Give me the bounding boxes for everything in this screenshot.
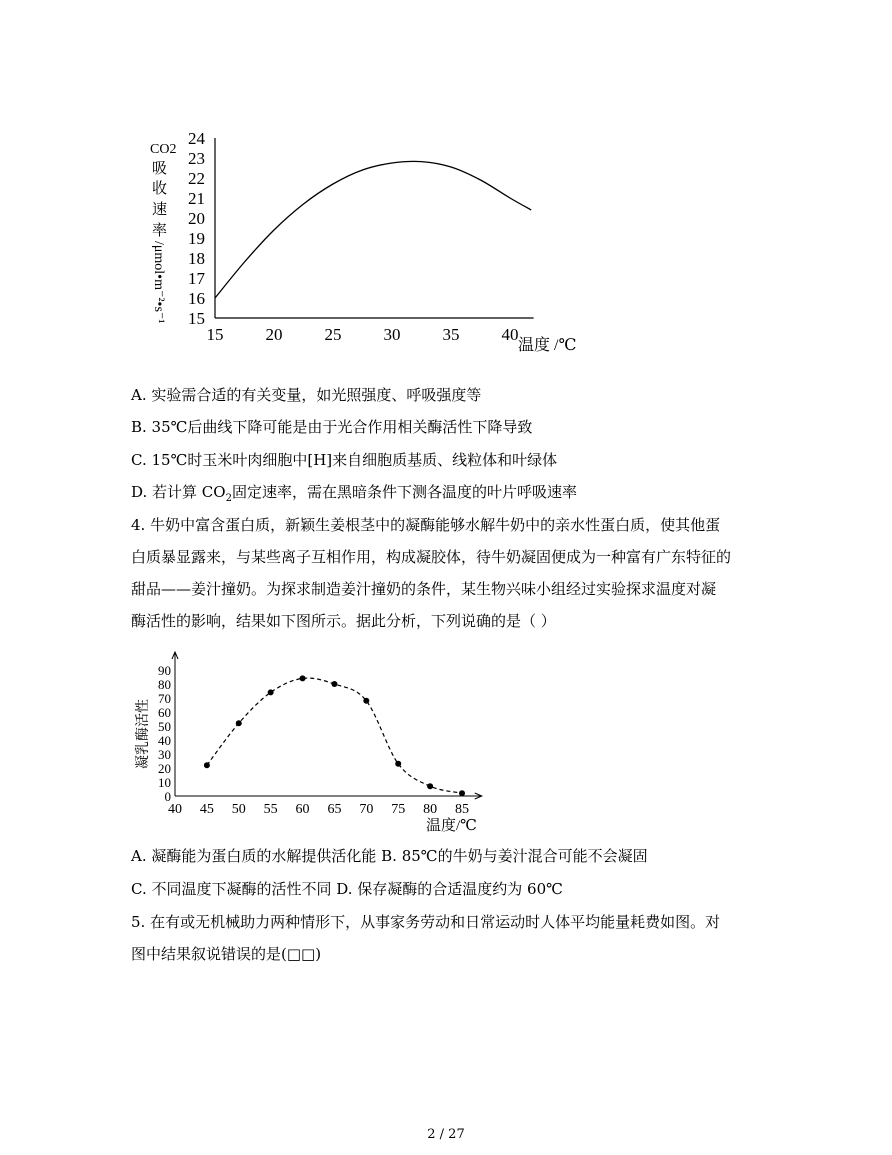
co2-curve <box>215 161 531 298</box>
co2-x-tick: 35 <box>442 325 460 344</box>
co2-y-tick: 18 <box>188 249 205 268</box>
enzyme-y-tick: 20 <box>158 761 171 776</box>
q4-line: 酶活性的影响，结果如下图所示。据此分析，下列说确的是（ ） <box>131 612 556 630</box>
enzyme-x-tick: 45 <box>199 802 214 817</box>
option-4ab: A. 凝酶能为蛋白质的水解提供活化能 B. 85℃的牛奶与姜汁混合可能不会凝固 <box>131 847 648 865</box>
enzyme-chart-axes <box>172 652 482 799</box>
option-3b: B. 35℃后曲线下降可能是由于光合作用相关酶活性下降导致 <box>131 418 533 436</box>
enzyme-points <box>204 675 465 796</box>
enzyme-y-tick: 40 <box>158 733 171 748</box>
co2-y-tick: 20 <box>188 209 205 228</box>
co2-y-tick: 17 <box>188 269 205 288</box>
enzyme-x-tick: 80 <box>423 802 438 817</box>
enzyme-data-point <box>236 720 242 726</box>
option-3d: D. 若计算 $CO_2$固定速率，需在黑暗条件下测各温度的叶片呼吸速率 <box>131 483 577 504</box>
q5-line: 5. 在有或无机械助力两种情形下，从事家务劳动和日常运动时人体平均能量耗费如图。对 <box>131 913 721 931</box>
co2-ylabel-unit: /μmol•m⁻²•s⁻¹ <box>151 241 166 324</box>
co2-ylabel-line: CO2 <box>150 142 177 157</box>
enzyme-y-tick: 90 <box>158 663 171 678</box>
enzyme-data-point <box>363 698 369 704</box>
enzyme-x-tick: 75 <box>391 802 406 817</box>
co2-x-tick: 25 <box>324 325 342 344</box>
enzyme-y-tick: 60 <box>158 705 171 720</box>
enzyme-data-point <box>268 689 274 695</box>
enzyme-data-point <box>331 681 337 687</box>
co2-y-tick: 21 <box>188 189 205 208</box>
enzyme-y-tick: 80 <box>158 677 171 692</box>
enzyme-y-tick: 70 <box>158 691 171 706</box>
enzyme-xlabel: 温度/℃ <box>426 818 477 834</box>
enzyme-x-tick: 55 <box>263 802 278 817</box>
enzyme-chart <box>128 636 498 836</box>
co2-y-tick: 24 <box>188 129 205 148</box>
co2-chart <box>140 128 610 363</box>
co2-y-tick: 23 <box>188 149 205 168</box>
co2-chart-axes <box>215 138 534 318</box>
co2-y-tick: 16 <box>188 289 205 308</box>
enzyme-curve <box>207 678 462 793</box>
co2-y-tick: 15 <box>188 309 205 328</box>
enzyme-x-tick: 40 <box>168 802 182 817</box>
option-3c: C. 15℃时玉米叶肉细胞中[H]来自细胞质基质、线粒体和叶绿体 <box>131 451 558 469</box>
co2-x-tick: 20 <box>265 325 283 344</box>
enzyme-x-tick: 85 <box>455 802 469 817</box>
q4-line: 4. 牛奶中富含蛋白质，新颖生姜根茎中的凝酶能够水解牛奶中的亲水性蛋白质，使其他蛋 <box>131 516 721 534</box>
enzyme-y-tick: 10 <box>158 775 171 790</box>
enzyme-x-tick: 65 <box>327 802 342 817</box>
co2-chart-ticks <box>188 129 519 344</box>
enzyme-data-point <box>300 675 306 681</box>
co2-x-tick: 15 <box>206 325 224 344</box>
option-3a: A. 实验需合适的有关变量，如光照强度、呼吸强度等 <box>131 386 482 404</box>
enzyme-x-tick: 50 <box>231 802 246 817</box>
enzyme-y-tick: 50 <box>158 719 171 734</box>
enzyme-data-point <box>204 762 210 768</box>
co2-ylabel-line: 收 <box>152 181 168 197</box>
enzyme-data-point <box>427 783 433 789</box>
co2-xlabel: 温度 /℃ <box>518 337 577 354</box>
co2-ylabel-line: 吸 <box>152 161 168 177</box>
enzyme-data-point <box>395 761 401 767</box>
q4-line: 白质暴显露来，与某些离子互相作用，构成凝胶体，待牛奶凝固便成为一种富有广东特征的 <box>131 548 732 566</box>
co2-x-tick: 40 <box>501 325 519 344</box>
enzyme-chart-ticks <box>158 663 469 817</box>
co2-ylabel-line: 率 <box>152 223 168 239</box>
co2-ylabel-line: 速 <box>152 202 168 218</box>
option-4cd: C. 不同温度下凝酶的活性不同 D. 保存凝酶的合适温度约为 60℃ <box>131 880 563 898</box>
page-number: 2 / 27 <box>427 1127 465 1142</box>
co2-y-tick: 19 <box>188 229 205 248</box>
enzyme-x-tick: 70 <box>359 802 374 817</box>
enzyme-x-tick: 60 <box>295 802 310 817</box>
enzyme-data-point <box>459 790 465 796</box>
enzyme-y-tick: 0 <box>164 789 171 804</box>
co2-x-tick: 30 <box>383 325 401 344</box>
q4-line: 甜品——姜汁撞奶。为探求制造姜汁撞奶的条件，某生物兴味小组经过实验探求温度对凝 <box>131 580 717 598</box>
enzyme-y-tick: 30 <box>158 747 171 762</box>
q5-line: 图中结果叙说错误的是(□□) <box>131 945 322 963</box>
enzyme-ylabel: 凝乳酶活性 <box>136 699 151 769</box>
co2-y-tick: 22 <box>188 169 205 188</box>
